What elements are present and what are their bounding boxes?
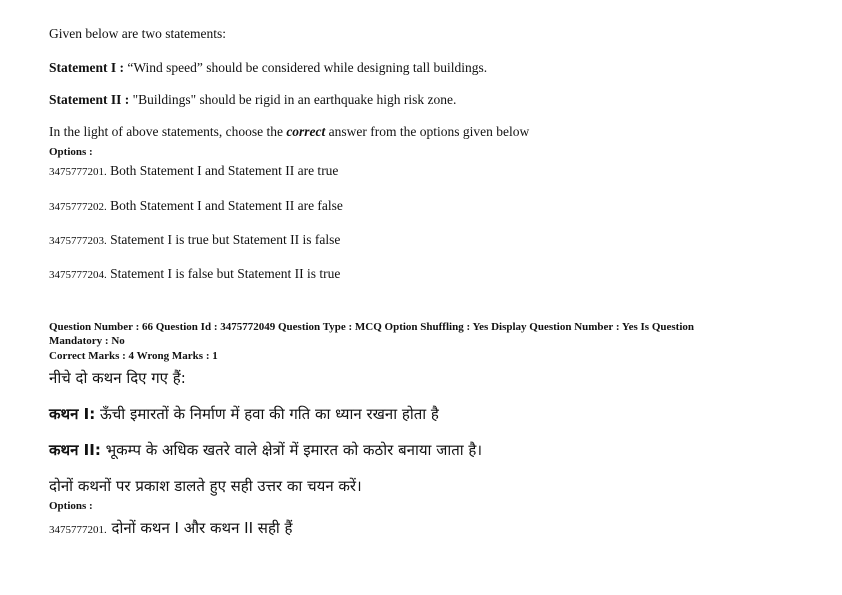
- statement-2-text: भूकम्प के अधिक खतरे वाले क्षेत्रों में इमारत को कठोर बनाया जाता है।: [100, 441, 483, 459]
- option-text: Statement I is true but Statement II is false: [106, 232, 341, 247]
- statement-1-label: कथन I:: [49, 405, 96, 423]
- option-id: 3475777203.: [49, 235, 107, 247]
- statement-1-text: “Wind speed” should be considered while designing tall buildings.: [123, 60, 488, 75]
- q65-option-2[interactable]: [49, 197, 343, 215]
- q66-statement-1-hindi: [49, 404, 439, 424]
- statement-1-text: ऊँची इमारतों के निर्माण में हवा की गति का ध्यान रखना होता है: [95, 405, 439, 423]
- option-id: 3475777204.: [49, 269, 107, 281]
- q66-option-1[interactable]: [49, 518, 293, 538]
- statement-1-label: Statement I :: [49, 60, 124, 75]
- statement-2-label: Statement II :: [49, 92, 130, 107]
- option-text: Both Statement I and Statement II are false: [106, 198, 343, 213]
- q65-statement-2: [49, 92, 456, 108]
- q66-meta-line-2: Mandatory : No: [49, 335, 125, 347]
- q65-statement-1: [49, 60, 487, 76]
- q66-options-label: Options :: [49, 500, 93, 512]
- option-id: 3475777202.: [49, 201, 107, 213]
- statement-2-label: कथन II:: [49, 441, 101, 459]
- option-id: 3475777201.: [49, 524, 107, 536]
- q65-option-1[interactable]: [49, 162, 338, 180]
- q65-options-label: Options :: [49, 146, 93, 158]
- q66-meta-line-1: Question Number : 66 Question Id : 3475772049 Question Type : MCQ Option Shuffling : Yes Display Question Number : Yes Is Question: [49, 321, 694, 333]
- option-id: 3475777201.: [49, 166, 107, 178]
- statement-2-text: "Buildings" should be rigid in an earthquake high risk zone.: [129, 92, 457, 107]
- option-text: Statement I is false but Statement II is true: [106, 266, 341, 281]
- q65-intro: Given below are two statements:: [49, 26, 226, 41]
- option-text: दोनों कथन I और कथन II सही हैं: [106, 519, 293, 537]
- q66-statement-2-hindi: [49, 440, 482, 460]
- q66-instruction-hindi: दोनों कथनों पर प्रकाश डालते हुए सही उत्तर का चयन करें।: [49, 477, 362, 495]
- q66-marks: Correct Marks : 4 Wrong Marks : 1: [49, 350, 218, 362]
- q65-option-4[interactable]: [49, 265, 340, 283]
- option-text: Both Statement I and Statement II are true: [106, 163, 339, 178]
- q65-instruction: In the light of above statements, choose the correct answer from the options given below: [49, 124, 530, 139]
- q66-intro-hindi: नीचे दो कथन दिए गए हैं:: [49, 369, 186, 387]
- emphasis-correct: correct: [286, 124, 326, 139]
- q65-option-3[interactable]: [49, 231, 340, 249]
